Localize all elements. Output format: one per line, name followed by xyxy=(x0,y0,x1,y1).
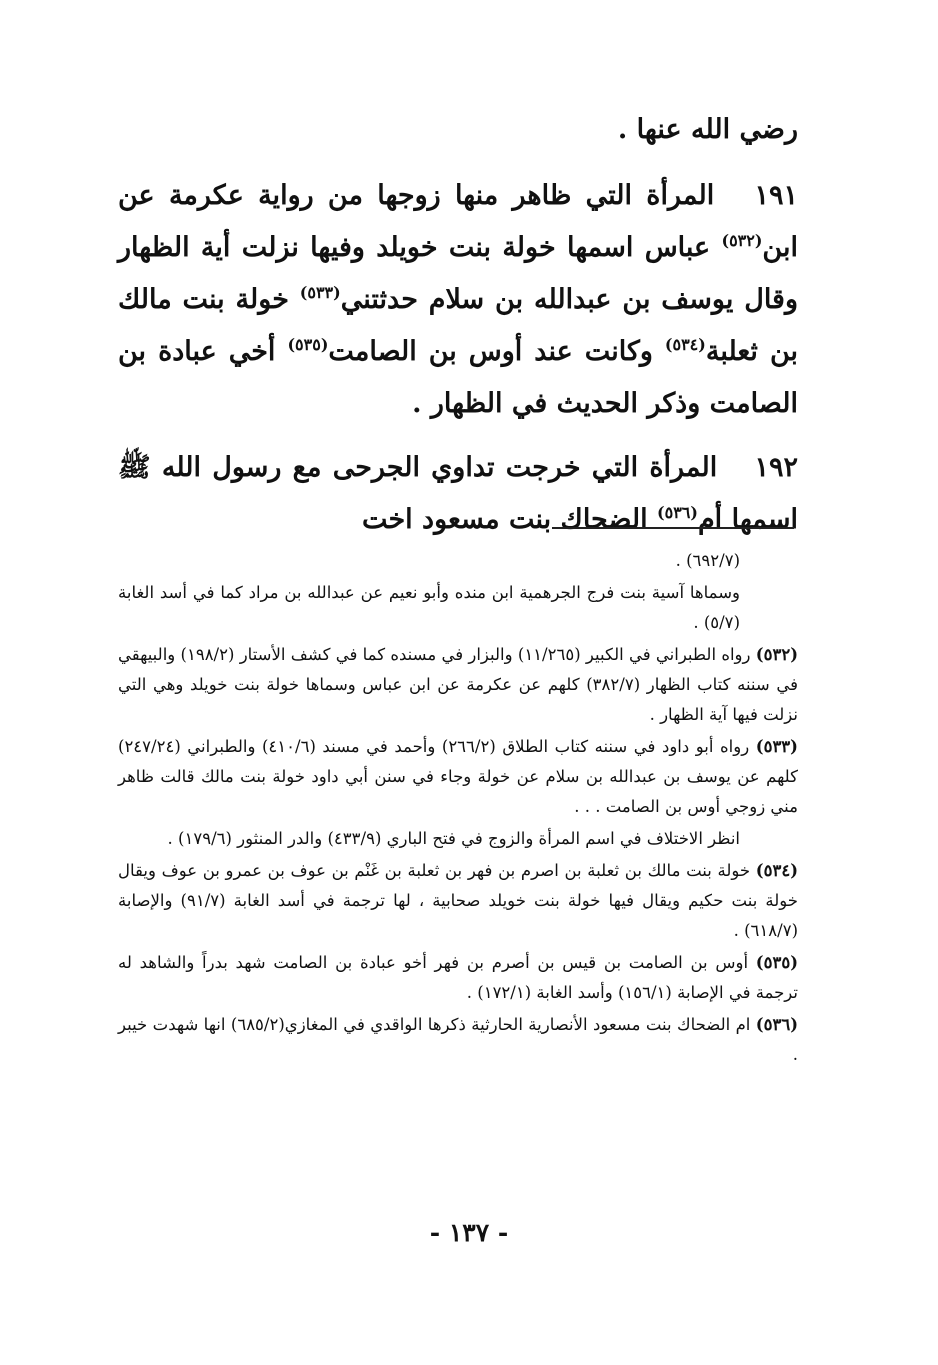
footnote-533-extra: انظر الاختلاف في اسم المرأة والزوج في فتح الباري (٤٣٣/٩) والدر المنثور (١٧٩/٦) . xyxy=(167,829,740,848)
footnote-ref-534[interactable]: (٥٣٤) xyxy=(664,335,706,354)
footnote-number-534: (٥٣٤) xyxy=(755,861,798,880)
footnote-text-534: خولة بنت مالك بن ثعلبة بن اصرم بن فهر بن ثعلبة بن غَنْم بن عوف بن عمرو بن عوف ويقال خولة بنت حكيم ويقال فيها خولة بنت خويلد صحابية ، لها ترجمة في أسد الغابة (٩١/٧) والإصابة (٦١٨/٧) . xyxy=(118,861,799,940)
entry-192-text-b: الضحاك بنت مسعود اخت xyxy=(361,504,648,535)
footnote-ref-535[interactable]: (٥٣٥) xyxy=(287,335,329,354)
footnote-534 xyxy=(118,856,798,946)
footnotes-section xyxy=(118,546,798,1072)
footnote-533 xyxy=(118,732,798,822)
footnote-number-532: (٥٣٢) xyxy=(755,645,798,664)
entry-191-text-d: وكانت عند أوس بن الصامت xyxy=(328,336,653,367)
intro-line: رضي الله عنها . xyxy=(617,114,798,145)
footnote-535 xyxy=(118,948,798,1008)
entry-192 xyxy=(118,442,798,546)
footnote-continuation-1: (٦٩٢/٧) . xyxy=(675,551,740,570)
footnote-text-533: رواه أبو داود في سننه كتاب الطلاق (٢٦٦/٢) وأحمد في مسند (٤١٠/٦) والطبراني (٢٤٧/٢٤) كلهم عن يوسف بن عبدالله بن سلام عن خولة وجاء في سنن أبي داود خولة بنت مالك قالت ظاهر مني زوجي أوس بن الصامت . . . xyxy=(118,737,798,816)
entry-191-text-b: عباس اسمها خولة بنت خويلد وفيها نزلت أية الظهار وقال يوسف بن عبدالله بن سلام حدثتني xyxy=(118,232,798,315)
footnote-ref-536[interactable]: (٥٣٦) xyxy=(657,503,698,522)
footnote-text-536: ام الضحاك بنت مسعود الأنصارية الحارثية ذكرها الواقدي في المغازي(٦٨٥/٢) انها شهدت خيبر . xyxy=(118,1015,798,1064)
footnote-continuation-2: وسماها آسية بنت فرج الجرهمية ابن منده وأبو نعيم عن عبدالله بن مراد كما في أسد الغابة (٥/٧) . xyxy=(118,583,740,632)
footnote-ref-532[interactable]: (٥٣٢) xyxy=(721,231,763,250)
entry-191-text-c: خولة بنت مالك بن ثعلبة xyxy=(118,284,799,367)
footnote-532 xyxy=(118,640,798,730)
entry-number-192: ١٩٢ xyxy=(754,452,798,483)
entry-192-text-a: المرأة التي خرجت تداوي الجرحى مع رسول الله ﷺ اسمها أم xyxy=(118,452,798,535)
footnote-text-532: رواه الطبراني في الكبير (١١/٢٦٥) والبزار في مسنده كما في كشف الأستار (١٩٨/٢) والبيهقي في سننه كتاب الظهار (٣٨٢/٧) كلهم عن عكرمة عن ابن عباس وسماها خولة بنت خويلد وهي التي نزلت فيها آية الظهار . xyxy=(118,645,798,724)
main-text xyxy=(118,104,798,546)
footnote-separator xyxy=(552,527,794,529)
page-number: - ١٣٧ - xyxy=(429,1218,509,1247)
entry-191 xyxy=(118,170,798,430)
footnote-number-533: (٥٣٣) xyxy=(755,737,798,756)
footnote-536 xyxy=(118,1010,798,1070)
footnote-number-535: (٥٣٥) xyxy=(755,953,799,972)
footnote-number-536: (٥٣٦) xyxy=(755,1015,799,1034)
entry-191-text-a: المرأة التي ظاهر منها زوجها من رواية عكرمة عن ابن xyxy=(118,180,798,263)
footnote-ref-533[interactable]: (٥٣٣) xyxy=(299,283,341,302)
entry-191-text-e: أخي عبادة بن الصامت وذكر الحديث في الظهار . xyxy=(118,336,798,419)
footnote-text-535: أوس بن الصامت بن قيس بن أصرم بن فهر أخو عبادة بن الصامت شهد بدراً والشاهد له ترجمة في الإصابة (١٥٦/١) وأسد الغابة (١٧٢/١) . xyxy=(118,953,798,1002)
entry-number-191: ١٩١ xyxy=(754,180,799,211)
